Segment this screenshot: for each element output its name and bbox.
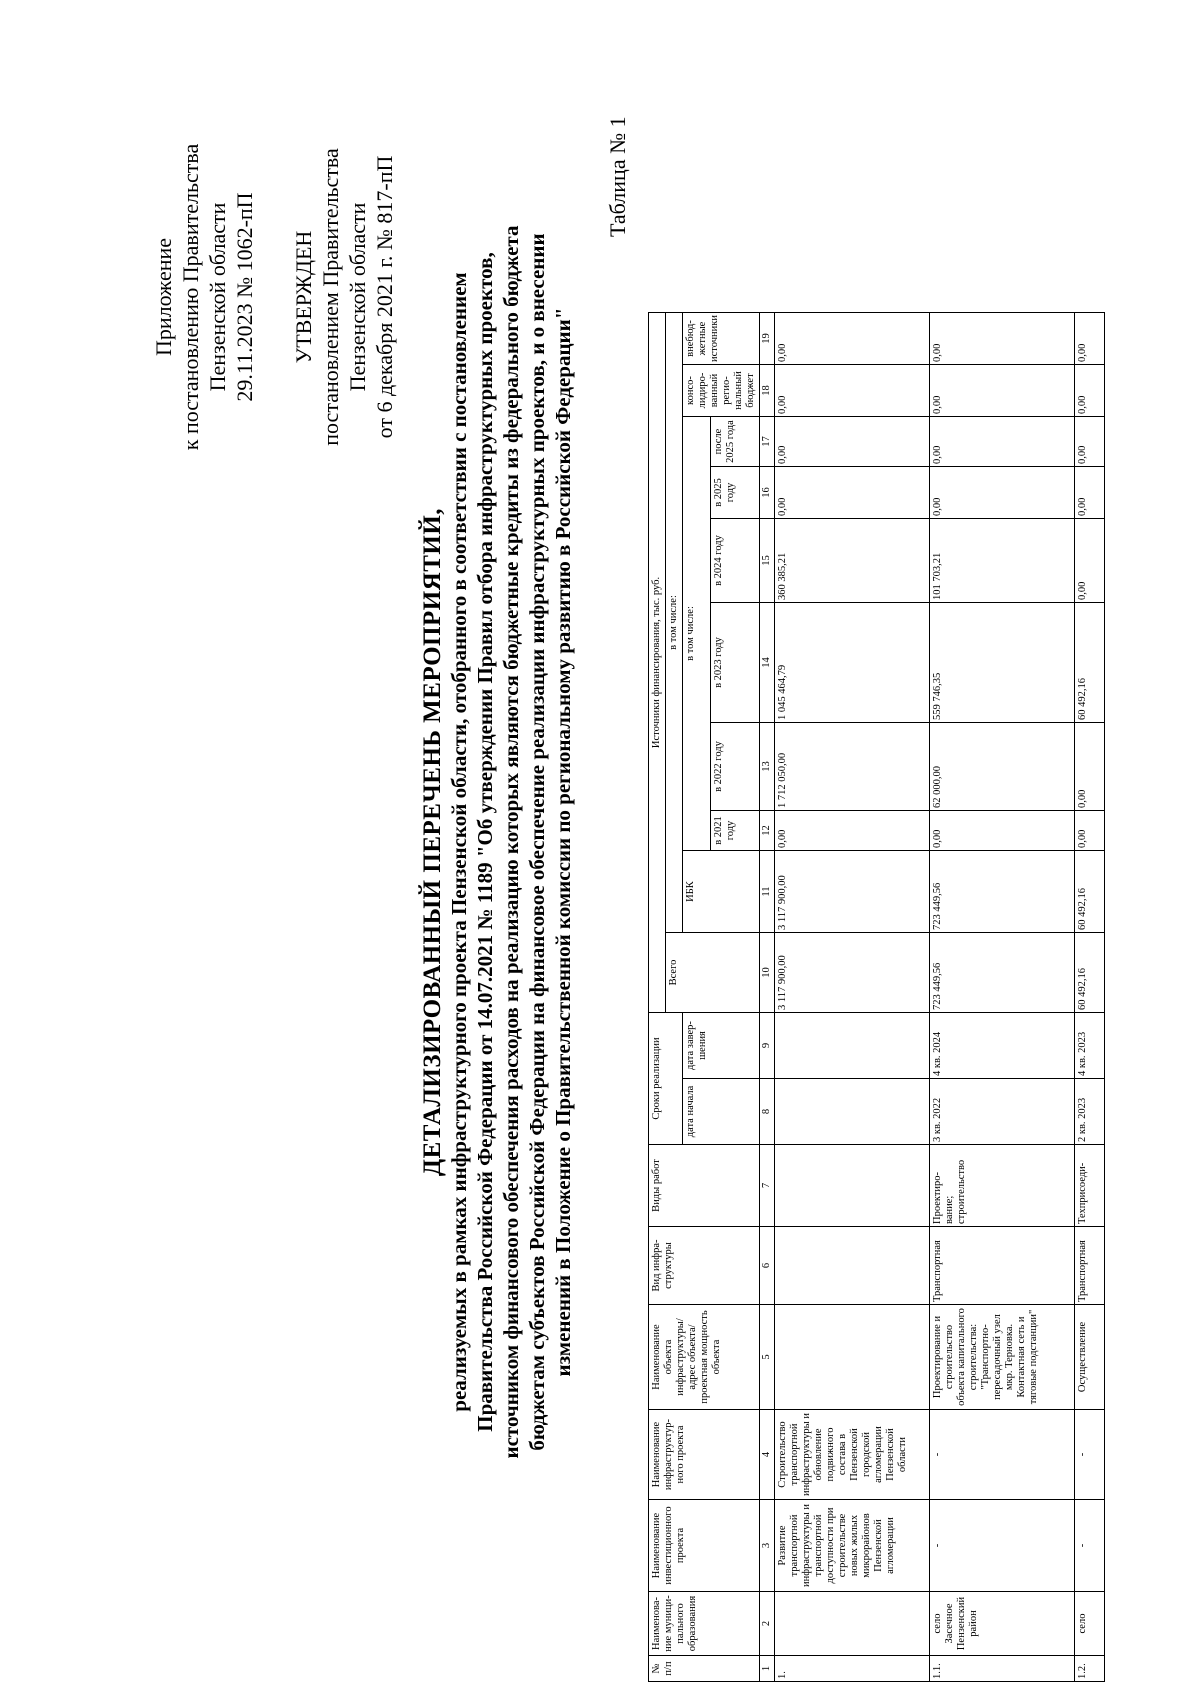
header-municipality: Наименова-ние муници-пального образования: [649, 1592, 760, 1656]
col-number: 19: [760, 313, 775, 365]
table-row: [775, 313, 930, 1682]
cell-work-types: Техприсоеди-: [1075, 1145, 1105, 1227]
approved-line: постановлением Правительства: [318, 148, 343, 446]
cell-consolidated: 0,00: [1075, 365, 1105, 417]
header-end: дата завер-шения: [683, 1013, 760, 1079]
cell-2024: 360 385,21: [775, 519, 930, 603]
approved-line: от 6 декабря 2021 г. № 817-пП: [372, 155, 397, 439]
cell-work-types: Проектиро-вание; строительство: [930, 1145, 1075, 1227]
cell-end: 4 кв. 2024: [930, 1013, 1075, 1079]
cell-consolidated: 0,00: [930, 365, 1075, 417]
cell-2025: 0,00: [930, 467, 1075, 519]
column-number-row: [760, 313, 775, 1682]
cell-after-2025: 0,00: [930, 417, 1075, 467]
title-main: ДЕТАЛИЗИРОВАННЫЙ ПЕРЕЧЕНЬ МЕРОПРИЯТИЙ,: [419, 507, 446, 1177]
title-line: изменений в Положение о Правительственной комиссии по региональному развитию в Российской Федерации": [551, 307, 575, 1377]
title-line: бюджетам субъектов Российской Федерации на финансовое обеспечение реализации инфраструктурных проектов, и о внесении: [525, 233, 549, 1451]
cell-start: [775, 1079, 930, 1145]
cell-extrabudget: 0,00: [1075, 313, 1105, 365]
header-total: Всего: [666, 933, 760, 1013]
cell-municipality: село: [1075, 1592, 1105, 1656]
appendix-line: 29.11.2023 № 1062-пП: [232, 192, 257, 402]
cell-consolidated: 0,00: [775, 365, 930, 417]
header-after-2025: после 2025 года: [711, 417, 760, 467]
col-number: 4: [760, 1410, 775, 1500]
cell-work-types: [775, 1145, 930, 1227]
col-number: 15: [760, 519, 775, 603]
col-number: 9: [760, 1013, 775, 1079]
cell-infra-type: Транспортная: [930, 1227, 1075, 1305]
col-number: 13: [760, 723, 775, 811]
col-number: 18: [760, 365, 775, 417]
cell-2025: 0,00: [1075, 467, 1105, 519]
cell-infra-type: Транспортная: [1075, 1227, 1105, 1305]
approved-line: УТВЕРЖДЕН: [291, 230, 316, 364]
cell-total: 3 117 900,00: [775, 933, 930, 1013]
header-2025: в 2025 году: [711, 467, 760, 519]
cell-infra-project: -: [1075, 1410, 1105, 1500]
header-object: Наименование объекта инфраструктуры/ адрес объекта/ проектная мощность объекта: [649, 1305, 760, 1410]
cell-2023: 60 492,16: [1075, 603, 1105, 723]
appendix-line: Пензенской области: [205, 202, 230, 392]
cell-municipality: село Засечное Пензенский район: [930, 1592, 1075, 1656]
header-investment-project: Наименование инвестиционного проекта: [649, 1500, 760, 1592]
col-number: 14: [760, 603, 775, 723]
table-number: Таблица № 1: [605, 116, 630, 237]
col-number: 2: [760, 1592, 775, 1656]
header-work-types: Виды работ: [649, 1145, 760, 1227]
cell-object: Проектирование и строительство объекта капитального строительства: "Транспортно-пересадочный узел мкр. Терновка. Контактная сеть и тяговые подстанции": [930, 1305, 1075, 1410]
cell-infra-project: Строительство транспортной инфраструктуры и обновление подвижного состава в Пензенской городской агломерации Пензенской области: [775, 1410, 930, 1500]
header-2021: в 2021 году: [711, 811, 760, 851]
cell-object: Осуществление: [1075, 1305, 1105, 1410]
cell-2022: 1 712 050,00: [775, 723, 930, 811]
cell-ibk: 723 449,56: [930, 851, 1075, 933]
appendix-block: [150, 137, 258, 457]
col-number: 1: [760, 1656, 775, 1682]
col-number: 6: [760, 1227, 775, 1305]
title-line: источником финансового обеспечения расходов на реализацию которых являются бюджетные кредиты из федерального бюджета: [499, 225, 523, 1459]
cell-ibk: 60 492,16: [1075, 851, 1105, 933]
header-2024: в 2024 году: [711, 519, 760, 603]
header-extrabudget: внебюд-жетные источники: [683, 313, 760, 365]
header-including: в том числе:: [666, 313, 683, 933]
cell-after-2025: 0,00: [775, 417, 930, 467]
cell-municipality: [775, 1592, 930, 1656]
cell-2024: 101 703,21: [930, 519, 1075, 603]
col-number: 8: [760, 1079, 775, 1145]
cell-end: 4 кв. 2023: [1075, 1013, 1105, 1079]
header-consolidated: консо-лидиро-ванный регио-нальный бюджет: [683, 365, 760, 417]
cell-2022: 62 000,00: [930, 723, 1075, 811]
measures-table: [648, 312, 1105, 1682]
cell-extrabudget: 0,00: [930, 313, 1075, 365]
cell-infra-project: -: [930, 1410, 1075, 1500]
cell-num: 1.: [775, 1656, 930, 1682]
header-funding: Источники финансирования, тыс. руб.: [649, 313, 666, 1013]
cell-ibk: 3 117 900,00: [775, 851, 930, 933]
cell-num: 1.2.: [1075, 1656, 1105, 1682]
cell-2021: 0,00: [1075, 811, 1105, 851]
header-2022: в 2022 году: [711, 723, 760, 811]
approved-block: [290, 137, 398, 457]
header-2023: в 2023 году: [711, 603, 760, 723]
cell-2023: 1 045 464,79: [775, 603, 930, 723]
title-line: реализуемых в рамках инфраструктурного проекта Пензенской области, отобранного в соответствии с постановлением: [447, 272, 471, 1412]
approved-line: Пензенской области: [345, 202, 370, 392]
cell-investment-project: Развитие транспортной инфраструктуры и транспортной доступности при строительстве новых жилых микрорайонов Пензенской агломерации: [775, 1500, 930, 1592]
cell-2021: 0,00: [930, 811, 1075, 851]
cell-extrabudget: 0,00: [775, 313, 930, 365]
cell-after-2025: 0,00: [1075, 417, 1105, 467]
col-number: 5: [760, 1305, 775, 1410]
cell-investment-project: -: [930, 1500, 1075, 1592]
cell-2023: 559 746,35: [930, 603, 1075, 723]
col-number: 17: [760, 417, 775, 467]
header-including-2: в том числе:: [683, 417, 711, 851]
cell-2022: 0,00: [1075, 723, 1105, 811]
cell-num: 1.1.: [930, 1656, 1075, 1682]
cell-total: 60 492,16: [1075, 933, 1105, 1013]
header-infra-project: Наименование инфраструктур-ного проекта: [649, 1410, 760, 1500]
table-row: [930, 313, 1075, 1682]
col-number: 12: [760, 811, 775, 851]
appendix-line: к постановлению Правительства: [178, 143, 203, 451]
header-terms: Сроки реализации: [649, 1013, 683, 1145]
col-number: 16: [760, 467, 775, 519]
header-num: № п/п: [649, 1656, 760, 1682]
document-title: [420, 217, 576, 1467]
cell-2025: 0,00: [775, 467, 930, 519]
cell-start: 3 кв. 2022: [930, 1079, 1075, 1145]
cell-start: 2 кв. 2023: [1075, 1079, 1105, 1145]
cell-total: 723 449,56: [930, 933, 1075, 1013]
appendix-line: Приложение: [151, 237, 176, 357]
header-start: дата начала: [683, 1079, 760, 1145]
header-ibk: ИБК: [683, 851, 760, 933]
col-number: 10: [760, 933, 775, 1013]
col-number: 3: [760, 1500, 775, 1592]
cell-investment-project: -: [1075, 1500, 1105, 1592]
cell-infra-type: [775, 1227, 930, 1305]
table-row: [1075, 313, 1105, 1682]
col-number: 11: [760, 851, 775, 933]
title-line: Правительства Российской Федерации от 14.07.2021 № 1189 "Об утверждении Правил отбора инфраструктурных проектов,: [473, 252, 497, 1432]
cell-object: [775, 1305, 930, 1410]
cell-2024: 0,00: [1075, 519, 1105, 603]
cell-end: [775, 1013, 930, 1079]
col-number: 7: [760, 1145, 775, 1227]
header-infra-type: Вид инфра-структуры: [649, 1227, 760, 1305]
cell-2021: 0,00: [775, 811, 930, 851]
